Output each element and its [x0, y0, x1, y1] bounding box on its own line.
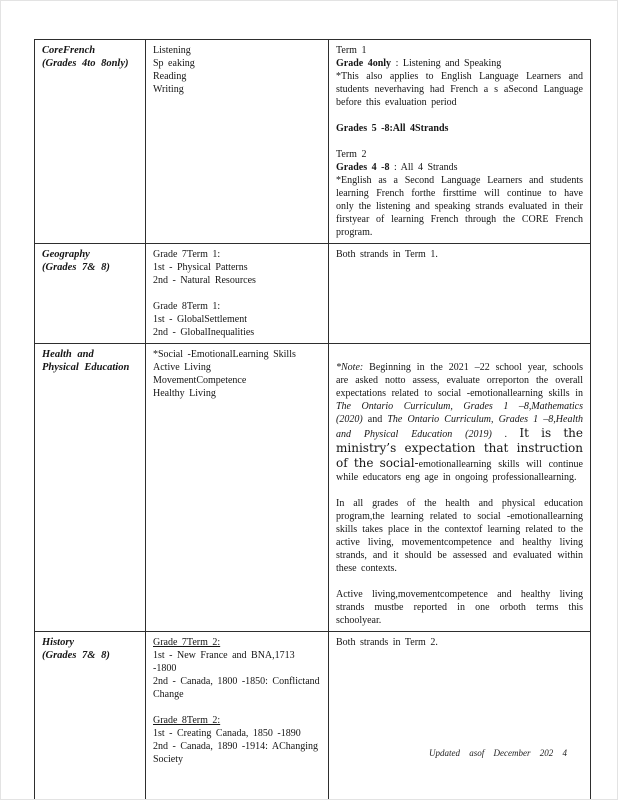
detail-paragraph: *This also applies to English Language Learners and students neverhaving had French a s aSecond Language before this evaluation period: [336, 71, 583, 108]
terms-cell-geography: [146, 244, 329, 344]
blank-line: [336, 575, 583, 588]
term-item: 2nd - Canada, 1800 -1850: Conflictand Change: [153, 676, 320, 700]
details-cell-history: [329, 632, 591, 800]
curriculum-title: The Ontario Curriculum, Grades 1 –8,Mathematics (2020): [336, 401, 583, 425]
strands-cell-core-french: [146, 40, 329, 244]
strand-item: *Social -EmotionalLearning Skills: [153, 349, 296, 360]
detail-paragraph: Both strands in Term 2.: [336, 637, 438, 648]
grade-bold: Grades 4 -8: [336, 162, 390, 173]
blank-line: [336, 109, 583, 122]
subject-title: Geography: [42, 249, 90, 260]
term-item: 1st - GlobalSettlement: [153, 314, 247, 325]
subject-grades: (Grades 4to 8only): [42, 58, 129, 69]
blank-line: [336, 484, 583, 497]
grade-text: : All 4 Strands: [389, 162, 458, 173]
note-paragraph: In all grades of the health and physical education program,the learning related to social -emotionallearning skills takes place in the contextof learning related to the active living, movementcompetence and healthy living strands, and it should be assessed and evaluated within these contexts.: [336, 498, 583, 574]
term-item: 2nd - Canada, 1890 -1914: AChanging Society: [153, 741, 318, 765]
detail-paragraph: *English as a Second Language Learners and students learning French forthe firsttime will continue to have only the listening and speaking strands evaluated in their firstyear of learning French through the CORE French program.: [336, 175, 583, 238]
subject-grades: (Grades 7& 8): [42, 262, 110, 273]
note-paragraph: Active living,movementcompetence and healthy living strands mustbe reported in one orboth terms this schoolyear.: [336, 589, 583, 626]
term-heading: Grade 8Term 1:: [153, 301, 221, 312]
ministry-expectation-text: It is the ministry’s expectation that instruction of the social-: [336, 426, 584, 470]
term-item: 2nd - GlobalInequalities: [153, 327, 255, 338]
subject-grades: (Grades 7& 8): [42, 650, 110, 661]
strand-item: Writing: [153, 84, 184, 95]
blank-line: [153, 701, 321, 714]
strands-cell-hpe: [146, 344, 329, 632]
subject-title: Physical Education: [42, 362, 130, 373]
strand-item: Listening: [153, 45, 191, 56]
term-item: 1st - New France and BNA,1713 -1800: [153, 650, 295, 674]
subject-title: CoreFrench: [42, 45, 96, 56]
term-item: 2nd - Natural Resources: [153, 275, 256, 286]
grade-text: : Listening and Speaking: [391, 58, 502, 69]
grades-strands-line: Grades 5 -8:All 4Strands: [336, 123, 449, 134]
note-paragraph: [336, 361, 583, 484]
note-text: emotionallearning skills will continue while educators eng age in ongoing professionallearning.: [336, 459, 583, 483]
table-row-hpe: [35, 344, 591, 632]
note-text: Beginning in the 2021 –22 school year, schools are asked notto assess, evaluate orreporton the overall expectations related to social -emotionallearning skills in: [336, 362, 583, 399]
grade-line: [336, 161, 583, 174]
blank-line: [336, 135, 583, 148]
blank-line: [336, 348, 583, 361]
subject-title: Health and: [42, 349, 94, 360]
term-item: 1st - Physical Patterns: [153, 262, 248, 273]
subject-cell-geography: [35, 244, 146, 344]
table-row-geography: [35, 244, 591, 344]
details-cell-hpe: [329, 344, 591, 632]
term-heading: Grade 7Term 2:: [153, 637, 221, 648]
detail-paragraph: Both strands in Term 1.: [336, 249, 438, 260]
term-label: Term 1: [336, 45, 367, 56]
curriculum-title: The Ontario Curriculum, Grades 1 –8,Health and Physical Education (2019) .: [336, 414, 583, 440]
table-row-history: [35, 632, 591, 800]
term-heading: Grade 7Term 1:: [153, 249, 221, 260]
grade-line: [336, 57, 583, 70]
grade-bold: Grade 4only: [336, 58, 392, 69]
terms-cell-history: [146, 632, 329, 800]
strand-item: Sp eaking: [153, 58, 195, 69]
curriculum-table: [34, 39, 591, 800]
term-heading: Grade 8Term 2:: [153, 715, 221, 726]
subject-cell-history: [35, 632, 146, 800]
subject-cell-core-french: [35, 40, 146, 244]
details-cell-geography: [329, 244, 591, 344]
table-row-core-french: [35, 40, 591, 244]
blank-line: [153, 287, 321, 300]
note-text: and: [362, 414, 388, 425]
subject-title: History: [42, 637, 75, 648]
strand-item: Active Living: [153, 362, 211, 373]
strand-item: Reading: [153, 71, 187, 82]
subject-cell-hpe: [35, 344, 146, 632]
term-label: Term 2: [336, 149, 367, 160]
strand-item: MovementCompetence: [153, 375, 247, 386]
term-item: 1st - Creating Canada, 1850 -1890: [153, 728, 301, 739]
note-label: *Note:: [336, 362, 364, 373]
strand-item: Healthy Living: [153, 388, 216, 399]
details-cell-core-french: [329, 40, 591, 244]
page-footer: Updated asof December 202 4: [429, 748, 567, 758]
